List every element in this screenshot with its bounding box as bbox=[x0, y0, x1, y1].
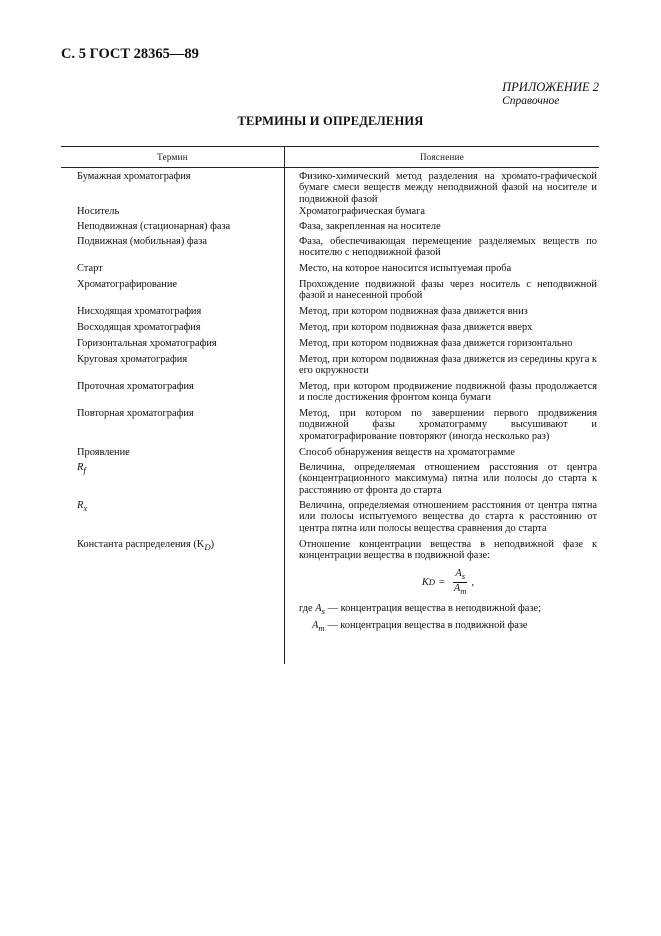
where-sub-s: s bbox=[321, 606, 325, 617]
table-row bbox=[61, 236, 599, 263]
formula-denominator bbox=[452, 583, 469, 597]
definition-cell: Хроматографическая бумага bbox=[299, 206, 426, 217]
definition-cell: Метод, при котором подвижная фаза движется вниз bbox=[299, 306, 528, 317]
term-cell: Хроматографирование bbox=[77, 279, 178, 290]
denominator-symbol: A bbox=[453, 582, 461, 594]
definition-cell bbox=[284, 539, 599, 649]
numerator-sub: s bbox=[461, 570, 466, 581]
where-text-m: — концентрация вещества в подвижной фазе bbox=[327, 620, 528, 632]
table-row bbox=[61, 168, 599, 206]
definition-cell: Метод, при котором продвижение подвижной фазы продолжается и после достижения фронтом конца бумаги bbox=[299, 381, 597, 404]
terms-table bbox=[61, 146, 599, 649]
table-header bbox=[61, 147, 599, 168]
definition-cell: Фаза, обеспечивающая перемещение разделяемых веществ по носителю с неподвижной фазой bbox=[299, 236, 597, 259]
symbol-rx: R bbox=[77, 500, 84, 511]
definition-cell: Величина, определяемая отношением расстояния от центра (концентрационного максимума) пятна или полосы до старта к расстоянию от фронта до старта bbox=[299, 462, 597, 496]
document-title: ТЕРМИНЫ И ОПРЕДЕЛЕНИЯ bbox=[237, 114, 424, 128]
formula-fraction bbox=[452, 568, 469, 597]
table-row bbox=[61, 500, 599, 539]
where-prefix: где bbox=[299, 602, 313, 614]
appendix-block bbox=[502, 80, 599, 108]
table-row bbox=[61, 539, 599, 649]
definition-cell: Фаза, закрепленная на носителе bbox=[299, 221, 441, 232]
table-row bbox=[61, 338, 599, 354]
formula-tail: , bbox=[471, 576, 475, 588]
definition-cell: Физико-химический метод разделения на хромато-графической бумаге смеси веществ между неподвижной фазой на носителе и подвижной фазой bbox=[299, 171, 597, 205]
where-sub-m: m bbox=[318, 623, 325, 634]
term-cell bbox=[61, 500, 284, 539]
term-cell: Восходящая хроматография bbox=[77, 322, 201, 333]
term-cell: Старт bbox=[77, 263, 103, 274]
term-text: Константа распределения (K bbox=[77, 539, 205, 550]
term-cell: Нисходящая хроматография bbox=[77, 306, 202, 317]
term-cell bbox=[61, 462, 284, 500]
symbol-rf: R bbox=[77, 462, 84, 473]
term-tail: ) bbox=[210, 539, 215, 550]
term-cell: Проточная хроматография bbox=[77, 381, 194, 392]
term-cell: Повторная хроматография bbox=[77, 408, 194, 419]
term-cell: Проявление bbox=[77, 447, 130, 458]
numerator-symbol: A bbox=[455, 567, 462, 579]
definition-text: Отношение концентрации вещества в неподвижной фазе к концентрации вещества в подвижной фазе: bbox=[299, 539, 597, 562]
table-body bbox=[61, 168, 599, 649]
table-row bbox=[61, 306, 599, 322]
term-cell: Неподвижная (стационарная) фаза bbox=[77, 221, 231, 232]
formula-lhs: K bbox=[421, 576, 429, 588]
table-row bbox=[61, 354, 599, 381]
term-cell: Бумажная хроматография bbox=[77, 171, 191, 182]
symbol-subscript: D bbox=[204, 542, 211, 553]
formula-lhs-sub: D bbox=[428, 576, 436, 587]
term-cell: Горизонтальная хроматография bbox=[77, 338, 217, 349]
definition-cell: Способ обнаружения веществ на хроматограмме bbox=[299, 447, 515, 458]
definition-cell: Место, на которое наносится испытуемая проба bbox=[299, 263, 512, 274]
column-header-term: Термин bbox=[61, 147, 285, 167]
definition-cell: Прохождение подвижной фазы через носитель с неподвижной фазой и нанесенной пробой bbox=[299, 279, 597, 302]
term-cell: Носитель bbox=[77, 206, 120, 217]
term-cell bbox=[61, 539, 284, 649]
table-row bbox=[61, 462, 599, 500]
definition-cell: Метод, при котором подвижная фаза движется вверх bbox=[299, 322, 533, 333]
where-text-s: — концентрация вещества в неподвижной фазе; bbox=[327, 602, 541, 614]
table-row bbox=[61, 279, 599, 306]
definition-cell: Метод, при котором по завершении первого продвижения подвижной фазы хроматограмму высушивают и хроматографирование повторяют (иногда несколько раз) bbox=[299, 408, 597, 442]
table-row bbox=[61, 263, 599, 279]
table-row bbox=[61, 447, 599, 462]
definition-cell: Метод, при котором подвижная фаза движется из середины круга к его окружности bbox=[299, 354, 597, 377]
table-row bbox=[61, 408, 599, 447]
where-line-2 bbox=[299, 620, 597, 634]
denominator-sub: m bbox=[460, 585, 467, 596]
appendix-note: Справочное bbox=[502, 95, 560, 107]
definition-cell: Метод, при котором подвижная фаза движется горизонтально bbox=[299, 338, 573, 349]
term-cell: Круговая хроматография bbox=[77, 354, 188, 365]
table-row bbox=[61, 206, 599, 221]
where-sym-m: A bbox=[312, 620, 319, 632]
appendix-title: ПРИЛОЖЕНИЕ 2 bbox=[502, 80, 599, 94]
page-header: С. 5 ГОСТ 28365—89 bbox=[61, 46, 199, 62]
definition-cell: Величина, определяемая отношением расстояния от центра пятна или полосы испытуемого вещества до старта к расстоянию от центра пятна или полосы вещества сравнения до старта bbox=[299, 500, 597, 534]
formula-numerator bbox=[453, 568, 467, 583]
table-row bbox=[61, 221, 599, 236]
symbol-subscript: f bbox=[83, 465, 86, 476]
where-sym-s: A bbox=[315, 602, 322, 614]
column-header-definition: Пояснение bbox=[419, 152, 465, 162]
table-row bbox=[61, 322, 599, 338]
table-row bbox=[61, 381, 599, 408]
symbol-subscript: x bbox=[83, 503, 88, 514]
formula-kd bbox=[299, 568, 597, 597]
where-line-1 bbox=[299, 603, 597, 617]
formula-equals: = bbox=[439, 576, 445, 588]
term-cell: Подвижная (мобильная) фаза bbox=[77, 236, 207, 247]
